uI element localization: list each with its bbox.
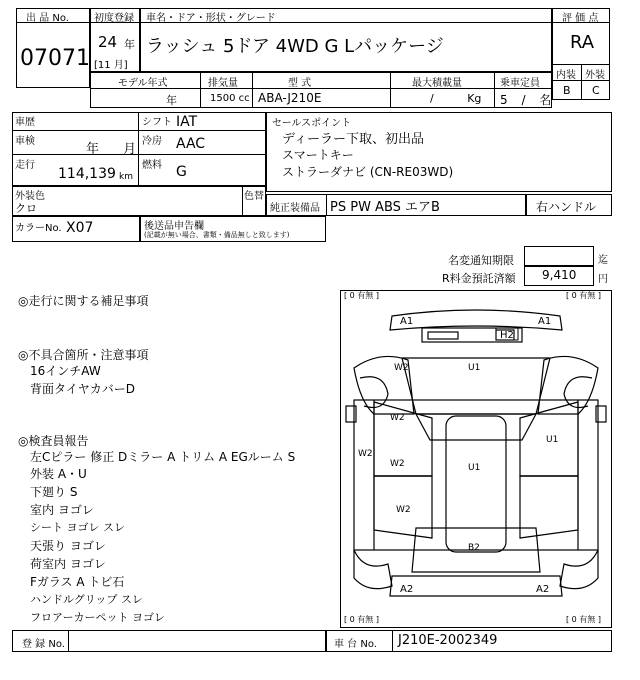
inspection-value: 年 月 bbox=[86, 142, 137, 157]
mark: W2 bbox=[394, 363, 409, 373]
inspector-line: 下廻り S bbox=[30, 485, 78, 499]
equipment-value: PS PW ABS エアB bbox=[330, 200, 440, 215]
inspection-label: 車検 bbox=[15, 136, 35, 147]
color-no-value: X07 bbox=[66, 220, 94, 236]
capacity-label: 乗車定員 bbox=[500, 78, 540, 89]
supplement-title: ◎走行に関する補足事項 bbox=[18, 294, 149, 308]
mark: U1 bbox=[546, 435, 559, 445]
mark: H2 bbox=[500, 330, 514, 341]
corner-label: [ 0 有無 ] bbox=[344, 615, 379, 624]
first-reg-year-unit: 年 bbox=[124, 38, 135, 51]
history-label: 車歴 bbox=[15, 117, 35, 128]
front-bumper bbox=[390, 310, 562, 330]
aftermarket-note: (記載が無い場合、書類・備品無しと致します) bbox=[144, 231, 290, 239]
shift-label: シフト bbox=[142, 117, 172, 128]
right-rear-door bbox=[520, 476, 578, 538]
defects-title: ◎不具合箇所・注意事項 bbox=[18, 348, 149, 362]
inspector-line: 左Cピラー 修正 Dミラー A トリム A EGルーム S bbox=[30, 450, 296, 464]
ext-color-label: 外装色 bbox=[15, 191, 45, 202]
mark: W2 bbox=[390, 413, 405, 423]
mark: U1 bbox=[468, 363, 481, 373]
mileage-unit: km bbox=[119, 172, 133, 182]
car-damage-diagram bbox=[340, 290, 612, 628]
divider bbox=[326, 194, 327, 216]
divider bbox=[552, 22, 610, 23]
mark: A1 bbox=[400, 316, 414, 327]
shift-value: IAT bbox=[176, 114, 198, 130]
inspector-line: シート ヨゴレ スレ bbox=[30, 521, 125, 534]
transfer-label: 名変通知期限 bbox=[448, 254, 514, 267]
rear-side-r bbox=[560, 550, 598, 589]
rear-side-l bbox=[354, 550, 392, 589]
divider bbox=[138, 112, 139, 186]
front-grille-inner bbox=[428, 332, 458, 339]
first-reg-label: 初度登録 bbox=[94, 13, 134, 24]
interior-label: 内装 bbox=[556, 70, 576, 81]
capacity-value: 5 / 名 bbox=[500, 93, 552, 107]
aftermarket-label: 後送品申告欄 bbox=[144, 221, 204, 232]
interior-grade: B bbox=[563, 84, 571, 97]
type-value: ABA-J210E bbox=[258, 91, 322, 105]
mark: W2 bbox=[396, 505, 411, 515]
inspector-line: Fガラス A トビ石 bbox=[30, 575, 125, 589]
score-label: 評 価 点 bbox=[562, 13, 599, 24]
sales-point-3: ストラーダナビ (CN-RE03WD) bbox=[282, 165, 454, 179]
first-reg-month: [11 月] bbox=[94, 60, 128, 71]
mileage-value: 114,139 bbox=[58, 166, 116, 182]
divider bbox=[252, 72, 253, 108]
divider bbox=[390, 72, 391, 108]
transfer-box bbox=[524, 246, 594, 266]
reg-no-label: 登 録 No. bbox=[22, 639, 65, 650]
model-year-value: 年 bbox=[166, 94, 177, 107]
inspector-line: フロアーカーペット ヨゴレ bbox=[30, 611, 165, 624]
mark: A2 bbox=[400, 584, 414, 595]
divider bbox=[68, 630, 69, 652]
ac-value: AAC bbox=[176, 136, 206, 152]
displacement-value: 1500 cc bbox=[210, 93, 250, 104]
details-box bbox=[12, 112, 266, 186]
inspector-line: ハンドルグリップ スレ bbox=[30, 593, 143, 606]
color-no-label: カラーNo. bbox=[15, 223, 62, 234]
exterior-grade: C bbox=[592, 84, 600, 97]
mark: A2 bbox=[536, 584, 550, 595]
divider bbox=[16, 22, 90, 23]
ext-color-value: クロ bbox=[15, 202, 37, 215]
fuel-label: 燃料 bbox=[142, 160, 162, 171]
defect-line: 16インチAW bbox=[30, 364, 101, 378]
first-reg-year: 24 bbox=[98, 33, 118, 51]
corner-label: [ 0 有無 ] bbox=[344, 291, 379, 300]
inspector-title: ◎検査員報告 bbox=[18, 434, 89, 448]
type-label: 型 式 bbox=[288, 78, 312, 89]
inspector-line: 外装 A・U bbox=[30, 467, 87, 481]
car-name-label: 車名・ドア・形状・グレード bbox=[146, 13, 276, 24]
handle-value: 右ハンドル bbox=[536, 200, 597, 214]
load-value: / Kg bbox=[430, 92, 482, 105]
chassis-no-value: J210E-2002349 bbox=[398, 633, 498, 648]
roof bbox=[446, 416, 506, 552]
car-name: ラッシュ 5ドア 4WD G Lパッケージ bbox=[146, 36, 444, 57]
defect-line: 背面タイヤカバーD bbox=[30, 382, 136, 396]
mark: A1 bbox=[538, 316, 552, 327]
recycle-value: 9,410 bbox=[542, 268, 577, 282]
color-change-label: 色替 bbox=[244, 191, 264, 202]
chassis-no-label: 車 台 No. bbox=[334, 639, 377, 650]
ext-color-box bbox=[12, 186, 266, 216]
mark: B2 bbox=[468, 543, 480, 553]
recycle-unit: 円 bbox=[598, 274, 608, 285]
fuel-value: G bbox=[176, 164, 187, 180]
divider bbox=[242, 186, 243, 216]
transfer-unit: 迄 bbox=[598, 255, 608, 266]
exterior-label: 外装 bbox=[585, 70, 605, 81]
windshield bbox=[416, 414, 536, 440]
divider bbox=[12, 130, 266, 131]
mark: U1 bbox=[468, 463, 481, 473]
inspector-line: 天張り ヨゴレ bbox=[30, 539, 106, 553]
divider bbox=[392, 630, 393, 652]
mileage-label: 走行 bbox=[15, 160, 35, 171]
sales-point-2: スマートキー bbox=[282, 148, 354, 162]
mark: W2 bbox=[358, 449, 373, 459]
sales-points-label: セールスポイント bbox=[272, 118, 352, 129]
divider bbox=[12, 154, 266, 155]
lot-number: 07071 bbox=[20, 46, 90, 71]
mark: W2 bbox=[390, 459, 405, 469]
ac-label: 冷房 bbox=[142, 136, 162, 147]
displacement-label: 排気量 bbox=[208, 78, 238, 89]
corner-label: [ 0 有無 ] bbox=[566, 615, 601, 624]
model-year-label: モデル年式 bbox=[118, 78, 168, 89]
corner-label: [ 0 有無 ] bbox=[566, 291, 601, 300]
inspector-line: 室内 ヨゴレ bbox=[30, 503, 94, 517]
load-label: 最大積載量 bbox=[412, 78, 462, 89]
inspector-line: 荷室内 ヨゴレ bbox=[30, 557, 106, 571]
score-value: RA bbox=[570, 32, 595, 53]
sales-point-1: ディーラー下取、初出品 bbox=[282, 132, 424, 147]
lot-label: 出 品 No. bbox=[26, 13, 69, 24]
divider bbox=[200, 72, 201, 108]
equipment-label: 純正装備品 bbox=[270, 203, 320, 214]
recycle-label: R料金預託済額 bbox=[442, 272, 516, 285]
divider bbox=[581, 64, 582, 100]
divider bbox=[494, 72, 495, 108]
